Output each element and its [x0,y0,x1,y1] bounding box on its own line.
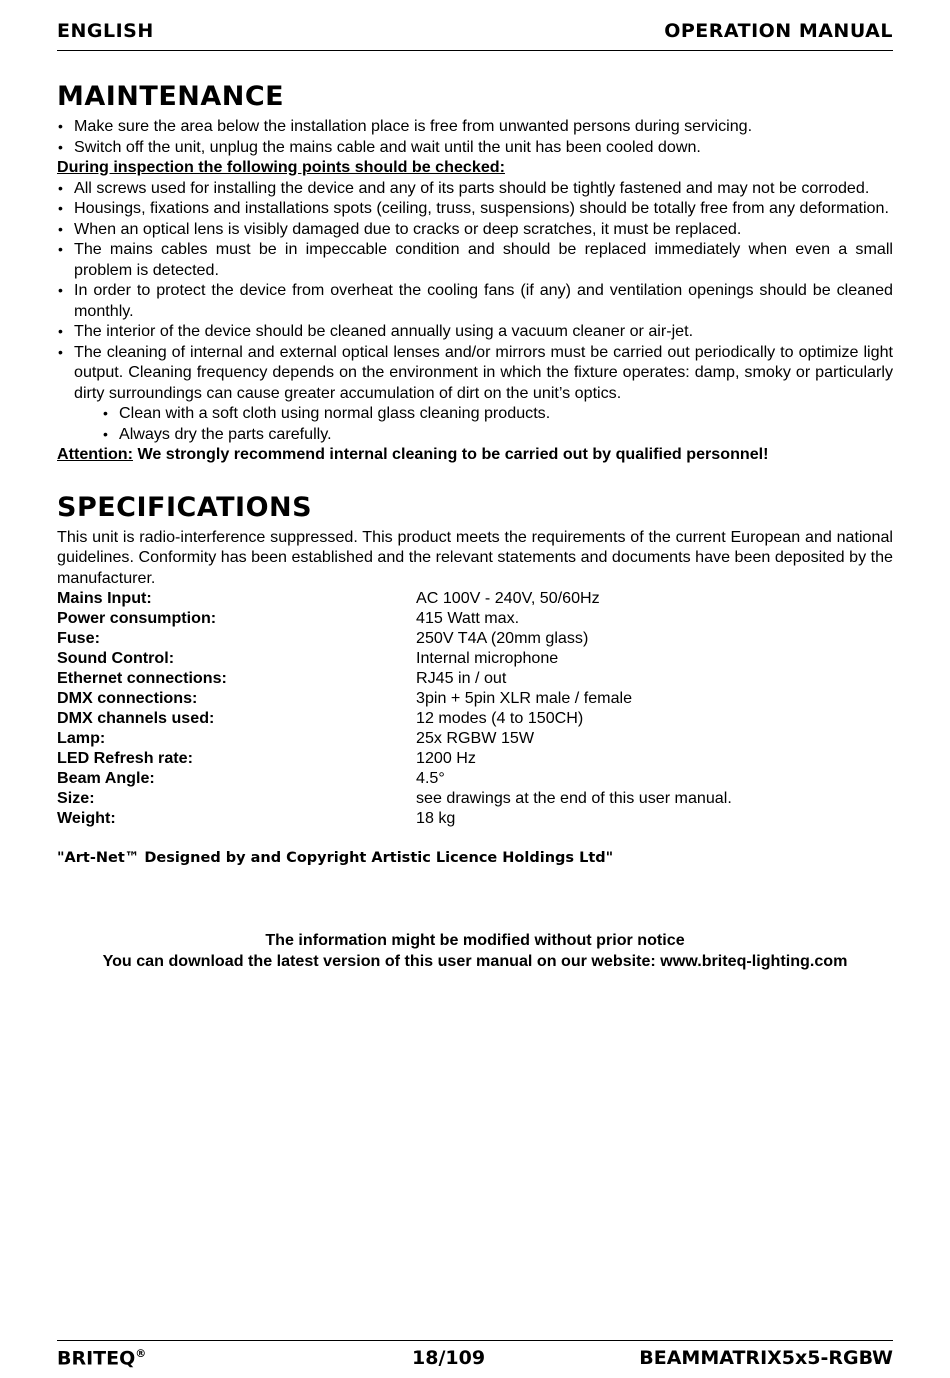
header-manual-title: OPERATION MANUAL [664,20,893,42]
spec-value: Internal microphone [416,649,559,667]
footer-brand [57,1347,146,1369]
spec-value: 25x RGBW 15W [416,729,535,747]
spec-row [57,588,893,608]
spec-key: Power consumption: [57,609,217,627]
page-header [57,18,893,51]
spec-key: DMX connections: [57,689,198,707]
header-language: ENGLISH [57,20,154,42]
list-item: • Clean with a soft cloth using normal glass cleaning products. [102,403,893,424]
inspection-list [57,178,893,404]
specifications-intro: This unit is radio-interference suppressed. This product meets the requirements of the current European and national guidelines. Conformity has been established and the relevant statements and documents have been deposited by the manufacturer. [57,527,893,587]
spec-key: Sound Control: [57,649,175,667]
spec-key: Size: [57,789,95,807]
list-item: • When an optical lens is visibly damaged due to cracks or deep scratches, it must be replaced. [57,219,893,240]
spec-key: LED Refresh rate: [57,749,193,767]
spec-value: 415 Watt max. [416,609,520,627]
spec-value: 1200 Hz [416,749,476,767]
spacer [57,868,893,930]
spec-key: Lamp: [57,729,106,747]
list-item: • The interior of the device should be cleaned annually using a vacuum cleaner or air-jet. [57,321,893,342]
spec-key: Ethernet connections: [57,669,227,687]
spec-key: Fuse: [57,629,100,647]
spec-row [57,808,893,828]
page-footer [57,1340,893,1373]
spec-value: 18 kg [416,809,456,827]
spec-row [57,748,893,768]
footer-page-number: 18/109 [412,1347,486,1369]
list-item: • Make sure the area below the installation place is free from unwanted persons during servicing. [57,116,893,137]
attention-label: Attention: [57,445,133,463]
list-item: • Always dry the parts carefully. [102,424,893,445]
list-item: • Switch off the unit, unplug the mains cable and wait until the unit has been cooled down. [57,137,893,158]
maintenance-general-list [57,116,893,157]
attention-note [57,444,893,465]
list-item: • Housings, fixations and installations spots (ceiling, truss, suspensions) should be totally free from any deformation. [57,198,893,219]
spec-row [57,648,893,668]
brand-name: BRITEQ [57,1347,136,1370]
list-item: • All screws used for installing the device and any of its parts should be tightly fastened and may not be corroded. [57,178,893,199]
attention-text: We strongly recommend internal cleaning to be carried out by qualified personnel! [132,445,769,463]
spec-value: AC 100V - 240V, 50/60Hz [416,589,600,607]
specifications-heading: SPECIFICATIONS [57,491,313,523]
spec-row [57,688,893,708]
spec-key: Weight: [57,809,116,827]
list-item: • The mains cables must be in impeccable condition and should be replaced immediately when even a small problem is detected. [57,239,893,280]
spec-value: 250V T4A (20mm glass) [416,629,589,647]
list-item: • In order to protect the device from overheat the cooling fans (if any) and ventilation openings should be cleaned monthly. [57,280,893,321]
artnet-notice: "Art-Net™ Designed by and Copyright Artistic Licence Holdings Ltd" [57,850,614,866]
list-item: • The cleaning of internal and external optical lenses and/or mirrors must be carried out periodically to optimize light output. Cleaning frequency depends on the environment in which the fixture operates: damp, smoky or particularly dirty surroundings can cause greater accumulation of dirt on the unit’s optics. [57,342,893,404]
spec-key: Mains Input: [57,589,152,607]
page-content [57,78,893,971]
spec-value: 12 modes (4 to 150CH) [416,709,584,727]
spec-row [57,708,893,728]
spec-value: 3pin + 5pin XLR male / female [416,689,633,707]
brand-registered-mark: ® [135,1347,147,1360]
inspection-heading: During inspection the following points should be checked: [57,158,505,176]
cleaning-sub-list [57,403,893,444]
spec-key: Beam Angle: [57,769,155,787]
spec-row [57,788,893,808]
footer-model: BEAMMATRIX5x5-RGBW [639,1347,893,1369]
notice-line-1: The information might be modified without prior notice [265,931,685,949]
spec-value: see drawings at the end of this user manual. [416,789,732,807]
spec-table [57,588,893,828]
spec-value: RJ45 in / out [416,669,507,687]
spec-row [57,628,893,648]
maintenance-heading: MAINTENANCE [57,81,285,112]
spec-row [57,608,893,628]
spec-row [57,728,893,748]
spec-row [57,768,893,788]
notice-line-2: You can download the latest version of this user manual on our website: www.briteq-lighting.com [102,951,848,970]
spec-value: 4.5° [416,769,445,787]
spec-row [57,668,893,688]
spec-key: DMX channels used: [57,709,215,727]
